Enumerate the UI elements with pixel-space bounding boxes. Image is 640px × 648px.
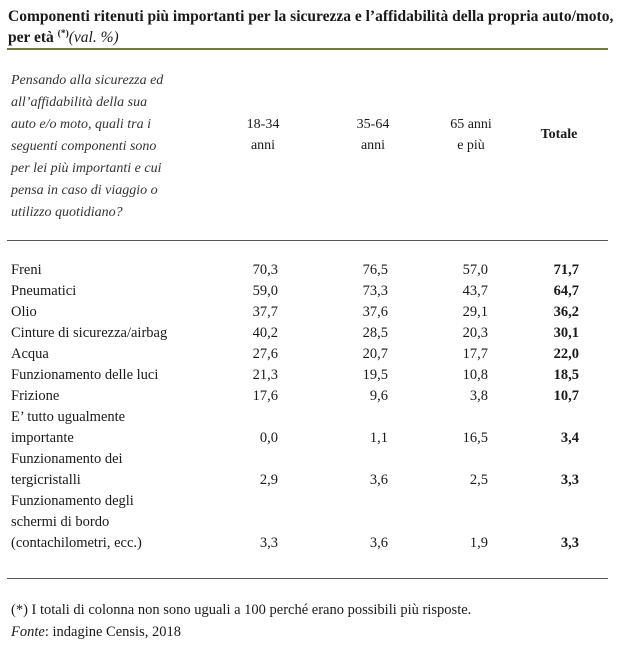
row-label [11, 491, 211, 554]
value-cell: 3,6 [369, 535, 388, 551]
column-header-65-plus: 65 anni e più [450, 117, 492, 153]
column-header-35-64: 35-64 anni [356, 117, 390, 153]
table-row [0, 260, 640, 281]
row-label-line: Funzionamento degli [11, 493, 134, 509]
value-cell: 40,2 [252, 325, 278, 341]
value-cell: 3,8 [469, 388, 488, 404]
question-line: utilizzo quotidiano? [11, 205, 123, 220]
total-cell: 36,2 [553, 304, 579, 320]
row-label-line: Funzionamento dei [11, 451, 123, 467]
row-label-line: Acqua [11, 346, 49, 362]
value-cell: 20,3 [462, 325, 488, 341]
value-cell: 2,9 [259, 472, 278, 488]
row-label [11, 449, 211, 491]
value-cell: 59,0 [252, 283, 278, 299]
row-label [11, 344, 211, 365]
value-cell: 37,7 [252, 304, 278, 320]
value-cell: 17,7 [462, 346, 488, 362]
row-label-line: importante [11, 430, 74, 446]
value-cell: 3,3 [259, 535, 278, 551]
value-cell: 19,5 [362, 367, 388, 383]
table-row [0, 386, 640, 407]
column-header-totale: Totale [540, 127, 578, 142]
total-cell: 30,1 [553, 325, 579, 341]
question-text [11, 70, 201, 224]
row-label [11, 281, 211, 302]
value-cell: 16,5 [462, 430, 488, 446]
total-cell: 10,7 [553, 388, 579, 404]
table-row [0, 407, 640, 449]
value-cell: 10,8 [462, 367, 488, 383]
table-row [0, 365, 640, 386]
value-cell: 2,5 [469, 472, 488, 488]
row-label [11, 386, 211, 407]
row-label-line: Pneumatici [11, 283, 77, 299]
question-line: Pensando alla sicurezza ed [11, 73, 164, 88]
table-row [0, 344, 640, 365]
top-rule [7, 48, 608, 50]
value-cell: 73,3 [362, 283, 388, 299]
row-label-line: Olio [11, 304, 37, 320]
source-note [11, 621, 181, 643]
table-title [8, 6, 618, 48]
question-line: pensa in caso di viaggio o [11, 183, 158, 198]
value-cell: 29,1 [462, 304, 488, 320]
header-rule [7, 240, 608, 241]
total-cell: 3,3 [560, 535, 579, 551]
row-label [11, 302, 211, 323]
total-cell: 64,7 [553, 283, 579, 299]
footnote: (*) I totali di colonna non sono uguali a 100 perché erano possibili più risposte. [11, 602, 472, 618]
row-label-line: Funzionamento delle luci [11, 367, 159, 383]
title-main: Componenti ritenuti più importanti per la sicurezza e l’affidabilità della propria auto/moto, per età [8, 8, 614, 46]
question-line: seguenti componenti sono [11, 139, 157, 154]
table-row [0, 323, 640, 344]
table-body [0, 260, 640, 554]
row-label [11, 407, 211, 449]
table-row [0, 302, 640, 323]
row-label [11, 365, 211, 386]
row-label-line: Freni [11, 262, 42, 278]
value-cell: 21,3 [252, 367, 278, 383]
value-cell: 37,6 [362, 304, 388, 320]
row-label-line: E’ tutto ugualmente [11, 409, 126, 425]
row-label-line: Frizione [11, 388, 60, 404]
table-row [0, 449, 640, 491]
value-cell: 27,6 [252, 346, 278, 362]
value-cell: 3,6 [369, 472, 388, 488]
question-line: per lei più importanti e cui [11, 161, 162, 176]
row-label [11, 323, 211, 344]
value-cell: 28,5 [362, 325, 388, 341]
source-label: Fonte [11, 624, 45, 640]
row-label-line: tergicristalli [11, 472, 81, 488]
value-cell: 57,0 [462, 262, 488, 278]
value-cell: 17,6 [252, 388, 278, 404]
value-cell: 20,7 [362, 346, 388, 362]
total-cell: 22,0 [553, 346, 579, 362]
row-label-line: (contachilometri, ecc.) [11, 535, 142, 551]
value-cell: 1,9 [469, 535, 488, 551]
title-unit: (val. %) [68, 29, 119, 46]
title-footnote-marker: (*) [57, 28, 69, 39]
table-row [0, 491, 640, 554]
value-cell: 0,0 [259, 430, 278, 446]
total-cell: 18,5 [553, 367, 579, 383]
total-cell: 71,7 [553, 262, 579, 278]
question-line: auto e/o moto, quali tra i [11, 117, 151, 132]
value-cell: 76,5 [362, 262, 388, 278]
question-line: all’affidabilità della sua [11, 95, 148, 110]
column-header-18-34: 18-34 anni [246, 117, 280, 153]
table-row [0, 281, 640, 302]
value-cell: 1,1 [369, 430, 388, 446]
source-text: : indagine Censis, 2018 [44, 624, 181, 640]
row-label-line: schermi di bordo [11, 514, 110, 530]
bottom-rule [7, 578, 608, 579]
total-cell: 3,4 [560, 430, 579, 446]
total-cell: 3,3 [560, 472, 579, 488]
value-cell: 70,3 [252, 262, 278, 278]
row-label [11, 260, 211, 281]
value-cell: 9,6 [369, 388, 388, 404]
row-label-line: Cinture di sicurezza/airbag [11, 325, 168, 341]
value-cell: 43,7 [462, 283, 488, 299]
